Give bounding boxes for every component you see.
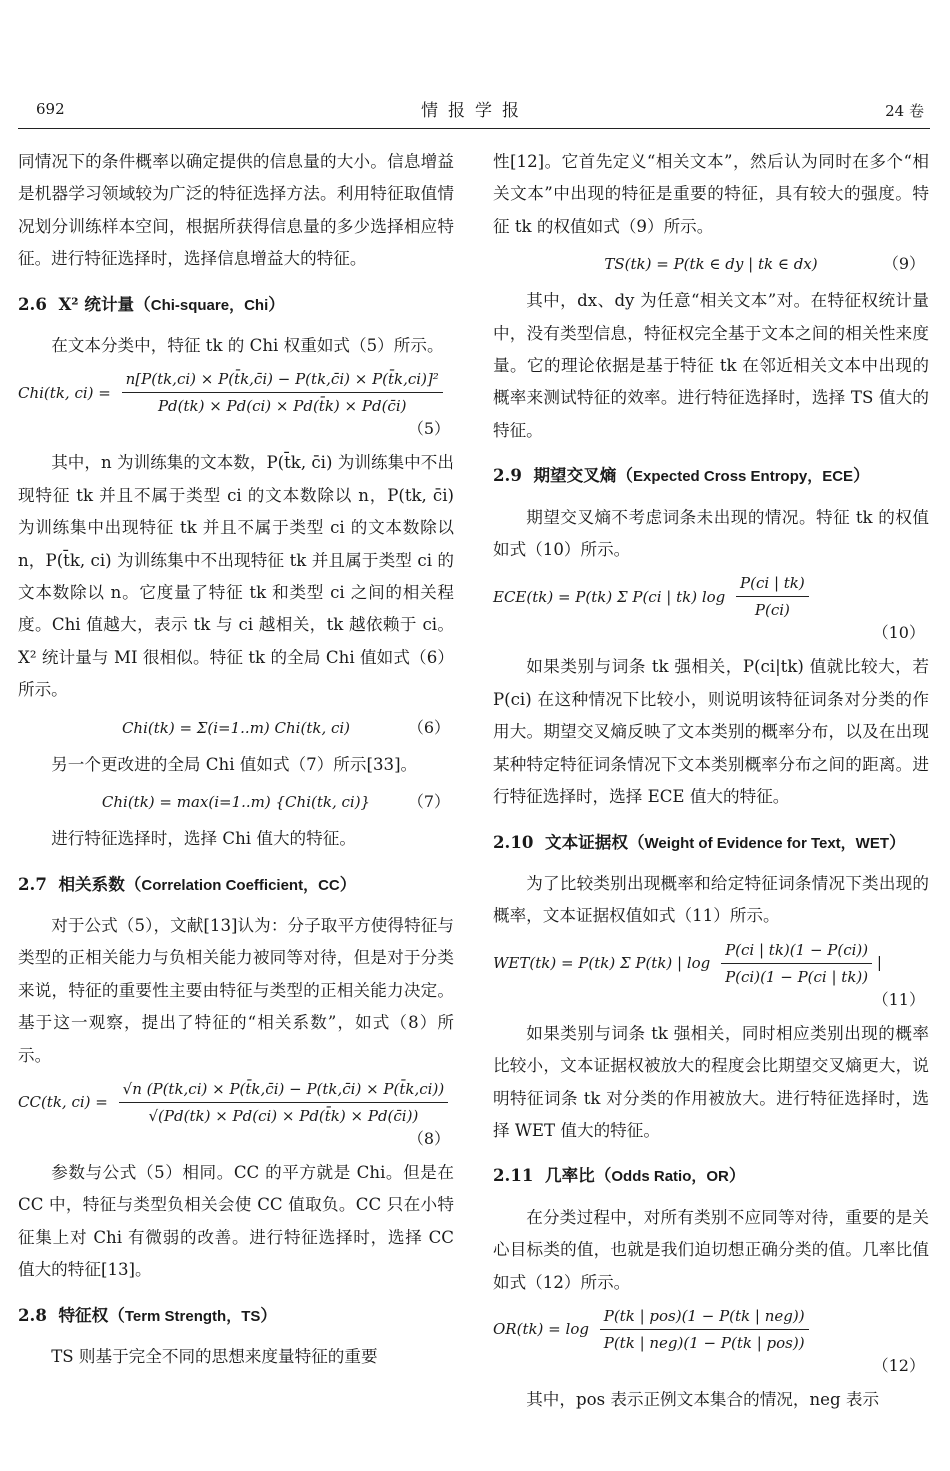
paragraph: 在文本分类中，特征 tk 的 Chi 权重如式（5）所示。 bbox=[51, 336, 444, 356]
equation-number: （5） bbox=[407, 419, 450, 439]
paragraph: TS 则基于完全不同的思想来度量特征的重要 bbox=[51, 1346, 378, 1366]
paragraph: 性[12]。它首先定义“相关文本”，然后认为同时在多个“相关文本”中出现的特征是重要的特征，具有较大的强度。特征 tk 的权值如式（9）所示。 bbox=[493, 152, 929, 236]
paragraph: 同情况下的条件概率以确定提供的信息量的大小。信息增益是机器学习领域较为广泛的特征选择方法。利用特征取值情况划分训练样本空间，根据所获得信息量的多少选择相应特征。进行特征选择时，选择信息增益大的特征。 bbox=[18, 152, 454, 269]
right-column bbox=[493, 146, 929, 1416]
paragraph: 其中，pos 表示正例文本集合的情况，neg 表示 bbox=[526, 1389, 880, 1409]
equation-5: Chi(tk, ci) = $\frac{\text{n[P(tk,ci) × P(t̄k,c̄i) − P(tk,c̄i) × P(t̄k,ci)]²}}{Pd(tk) \times Pd(ci) \times Pd(t̄k) \times Pd(c̄i)}$ （5） bbox=[18, 368, 454, 441]
equation-8: CC(tk, ci) = $\frac{√n (P(tk,ci) \times P(t̄k,c̄i) - P(tk,c̄i) \times P(t̄k,ci))}{√(Pd(tk) \times Pd(ci) \times Pd(t̄k) \times Pd(c̄i))}$ （8） bbox=[18, 1078, 454, 1151]
section-heading-2-9: 2.9 期望交叉熵（Expected Cross Entropy，ECE） bbox=[493, 465, 870, 486]
equation-7: Chi(tk) = max(i=1..m) {Chi(tk, ci)} （7） bbox=[18, 787, 454, 817]
equation-number: （10） bbox=[872, 623, 925, 643]
section-heading-2-10: 2.10 文本证据权（Weight of Evidence for Text，WET） bbox=[493, 831, 906, 852]
paragraph: 其中，n 为训练集的文本数，P(t̄k, c̄i) 为训练集中不出现特征 tk 并且不属于类型 ci 的文本数除以 n，P(tk, c̄i) 为训练集中出现特征 tk 并且不属于类型 ci 的文本数除以 n，P(t̄k, ci) 为训练集中不出现特征 tk 并且属于类型 ci 的文本数除以 n。它度量了特征 tk 和类型 ci 之间的相关程度。Chi 值越大，表示 tk 与 ci 越相关，tk 越依赖于 ci。X² 统计量与 MI 很相似。特征 tk 的全局 Chi 值如式（6）所示。 bbox=[18, 453, 454, 700]
page-number: 692 bbox=[36, 100, 65, 118]
equation-number: （11） bbox=[872, 989, 925, 1009]
equation-12: OR(tk) = log $\frac{\text{P(tk | pos)(1 − P(tk | neg))}}{\text{P(tk | neg)(1 − P(tk | pos))}}$ （12） bbox=[493, 1305, 929, 1378]
paragraph: 参数与公式（5）相同。CC 的平方就是 Chi。但是在 CC 中，特征与类型负相关会使 CC 值取负。CC 只在小特征集上对 Chi 有微弱的改善。进行特征选择时，选择 CC 值大的特征[13]。 bbox=[18, 1162, 454, 1280]
paragraph: 期望交叉熵不考虑词条未出现的情况。特征 tk 的权值如式（10）所示。 bbox=[493, 507, 929, 560]
equation-6: Chi(tk) = Σ(i=1..m) Chi(tk, ci) （6） bbox=[18, 713, 454, 743]
page-header bbox=[20, 96, 930, 126]
paragraph: 其中，dx、dy 为任意“相关文本”对。在特征权统计量中，没有类型信息，特征权完全基于文本之间的相关性来度量。它的理论依据是基于特征 tk 在邻近相关文本中出现的概率来测试特征的效率。进行特征选择时，选择 TS 值大的特征。 bbox=[493, 291, 929, 440]
paragraph: 在分类过程中，对所有类别不应同等对待，重要的是关心目标类的值，也就是我们迫切想正确分类的值。几率比值如式（12）所示。 bbox=[493, 1207, 929, 1292]
paragraph: 如果类别与词条 tk 强相关，P(ci|tk) 值就比较大，若 P(ci) 在这种情况下比较小，则说明该特征词条对分类的作用大。期望交叉熵反映了文本类别的概率分布，以及在出现某种特定特征词条情况下文本类别概率分布之间的距离。进行特征选择时，选择 ECE 值大的特征。 bbox=[493, 657, 929, 807]
left-column bbox=[18, 146, 454, 1373]
paragraph: 进行特征选择时，选择 Chi 值大的特征。 bbox=[51, 829, 356, 849]
equation-number: （6） bbox=[407, 717, 450, 737]
paragraph: 对于公式（5），文献[13]认为：分子取平方使得特征与类型的正相关能力与负相关能力被同等对待，但是对于分类来说，特征的重要性主要由特征与类型的正相关能力决定。基于这一观察，提出了特征的“相关系数”，如式（8）所示。 bbox=[18, 915, 454, 1065]
paragraph: 如果类别与词条 tk 强相关，同时相应类别出现的概率比较小，文本证据权被放大的程度会比期望交叉熵更大，说明特征词条 tk 对分类的作用被放大。进行特征选择时，选择 WET 值大的特征。 bbox=[493, 1023, 929, 1140]
equation-number: （8） bbox=[407, 1128, 450, 1148]
volume-label: 24 卷 bbox=[885, 102, 924, 120]
equation-number: （7） bbox=[407, 792, 450, 812]
equation-10: ECE(tk) = P(tk) Σ P(ci | tk) log $\frac{P(ci | tk)}{P(ci)}$ （10） bbox=[493, 572, 929, 645]
journal-title: 情报学报 bbox=[421, 101, 529, 121]
section-heading-2-8: 2.8 特征权（Term Strength，TS） bbox=[18, 1304, 277, 1325]
section-heading-2-11: 2.11 几率比（Odds Ratio，OR） bbox=[493, 1165, 746, 1186]
section-heading-2-6: 2.6 X² 统计量（Chi-square，Chi） bbox=[18, 293, 285, 314]
paragraph: 另一个更改进的全局 Chi 值如式（7）所示[33]。 bbox=[51, 754, 418, 774]
equation-number: （9） bbox=[882, 254, 925, 274]
section-heading-2-7: 2.7 相关系数（Correlation Coefficient，CC） bbox=[18, 873, 357, 894]
paragraph: 为了比较类别出现概率和给定特征词条情况下类出现的概率，文本证据权值如式（11）所示。 bbox=[493, 873, 929, 926]
equation-9: TS(tk) = P(tk ∈ dy | tk ∈ dx) （9） bbox=[493, 249, 929, 279]
equation-11: WET(tk) = P(tk) Σ P(tk) | log $\frac{P(ci | tk)(1 - P(ci))}{P(ci)(1 - P(ci | tk))}$ | （11） bbox=[493, 939, 929, 1012]
equation-number: （12） bbox=[872, 1355, 925, 1375]
header-rule bbox=[18, 128, 930, 129]
